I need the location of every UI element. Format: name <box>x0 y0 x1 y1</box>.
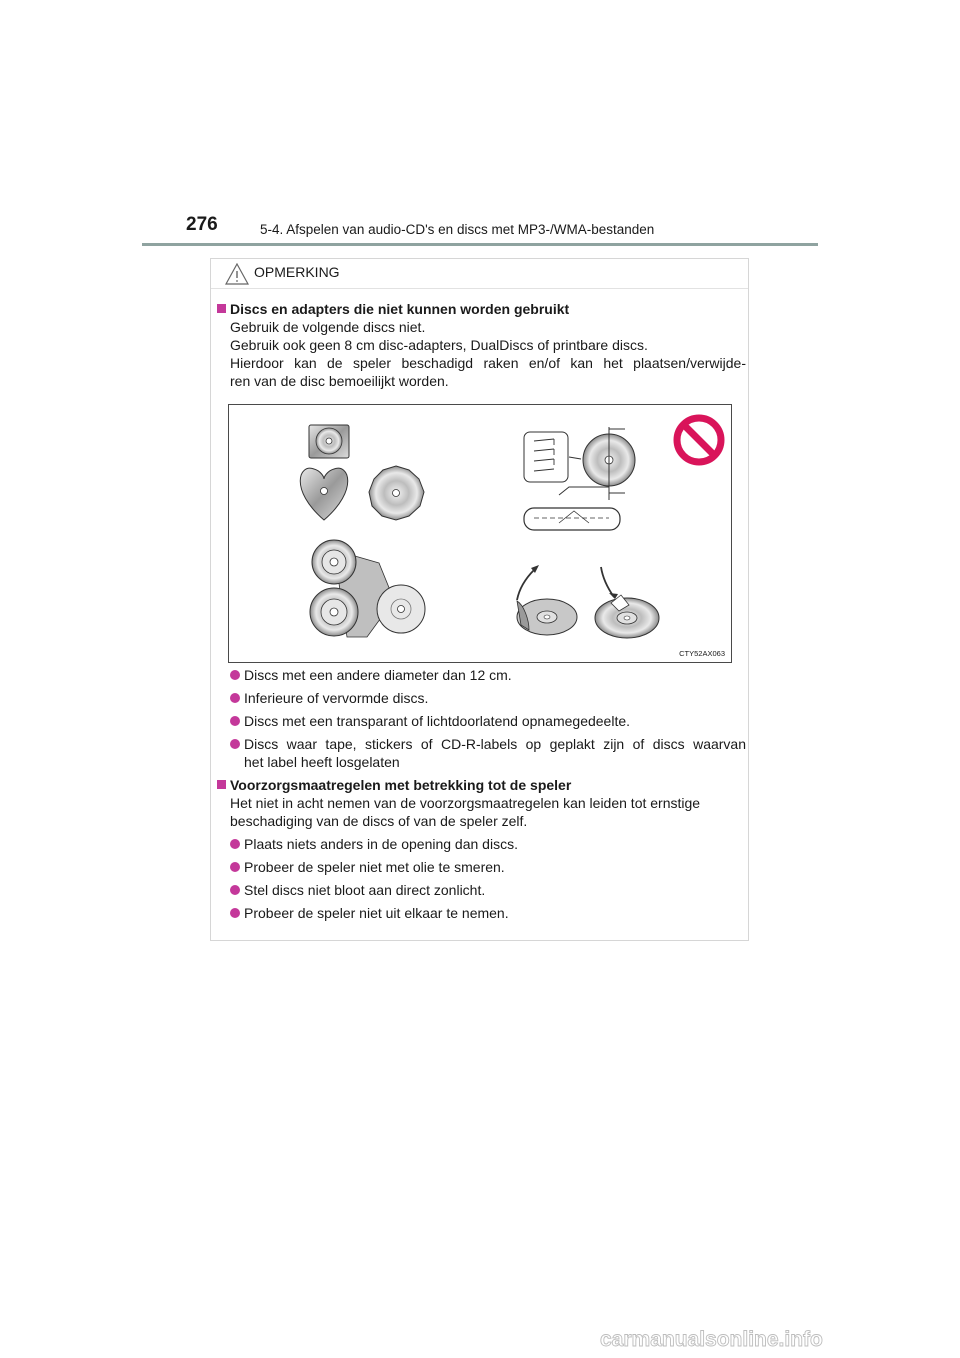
square-bullet-icon <box>217 780 226 789</box>
unusable-discs-drawing <box>229 405 731 662</box>
list-item: Plaats niets anders in de opening dan discs. <box>214 835 746 853</box>
illustration-code: CTY52AX063 <box>679 649 725 658</box>
square-bullet-icon <box>217 304 226 313</box>
section-1-text: Gebruik de volgende discs niet. Gebruik ook geen 8 cm disc-adapters, DualDiscs of printbare discs. Hierdoor kan de speler beschadigd raken en/of kan het plaatsen/verwijde- ren van de disc bemoeilijkt worden. <box>230 319 746 389</box>
list-item: Inferieure of vervormde discs. <box>214 689 746 707</box>
watermark-text: carmanualsonline.info <box>600 1328 823 1351</box>
section-2-text: Het niet in acht nemen van de voorzorgsmaatregelen kan leiden tot ernstige beschadiging van de discs of van de speler zelf. <box>230 795 701 829</box>
note-box <box>210 258 749 941</box>
watermark <box>600 1326 950 1354</box>
bullet-dot-icon <box>230 908 240 918</box>
list-item: Discs met een transparant of lichtdoorlatend opnamegedeelte. <box>214 712 746 730</box>
note-header <box>211 259 748 289</box>
section-2-heading: Voorzorgsmaatregelen met betrekking tot de speler <box>214 776 746 794</box>
section-2 <box>214 776 746 922</box>
section-title: 5-4. Afspelen van audio-CD's en discs met MP3-/WMA-bestanden <box>260 222 655 237</box>
page-number: 276 <box>186 214 218 235</box>
list-item: Probeer de speler niet met olie te smeren. <box>214 858 746 876</box>
bullet-dot-icon <box>230 739 240 749</box>
header-rule <box>142 243 818 246</box>
section-1 <box>214 300 746 390</box>
list-item: Stel discs niet bloot aan direct zonlicht. <box>214 881 746 899</box>
section-1-bullets <box>214 666 746 771</box>
bullet-dot-icon <box>230 862 240 872</box>
bullet-dot-icon <box>230 670 240 680</box>
bullet-dot-icon <box>230 839 240 849</box>
warning-triangle-icon <box>225 263 249 285</box>
list-item: Discs waar tape, stickers of CD-R-labels op geplakt zijn of discs waarvan het label heeft losgelaten <box>214 735 746 771</box>
list-item: Discs met een andere diameter dan 12 cm. <box>214 666 746 684</box>
disc-illustration <box>228 404 732 663</box>
list-item: Probeer de speler niet uit elkaar te nemen. <box>214 904 746 922</box>
bullet-dot-icon <box>230 716 240 726</box>
section-1-heading: Discs en adapters die niet kunnen worden gebruikt <box>214 300 746 318</box>
bullet-dot-icon <box>230 885 240 895</box>
bullet-dot-icon <box>230 693 240 703</box>
note-label: OPMERKING <box>254 264 340 280</box>
